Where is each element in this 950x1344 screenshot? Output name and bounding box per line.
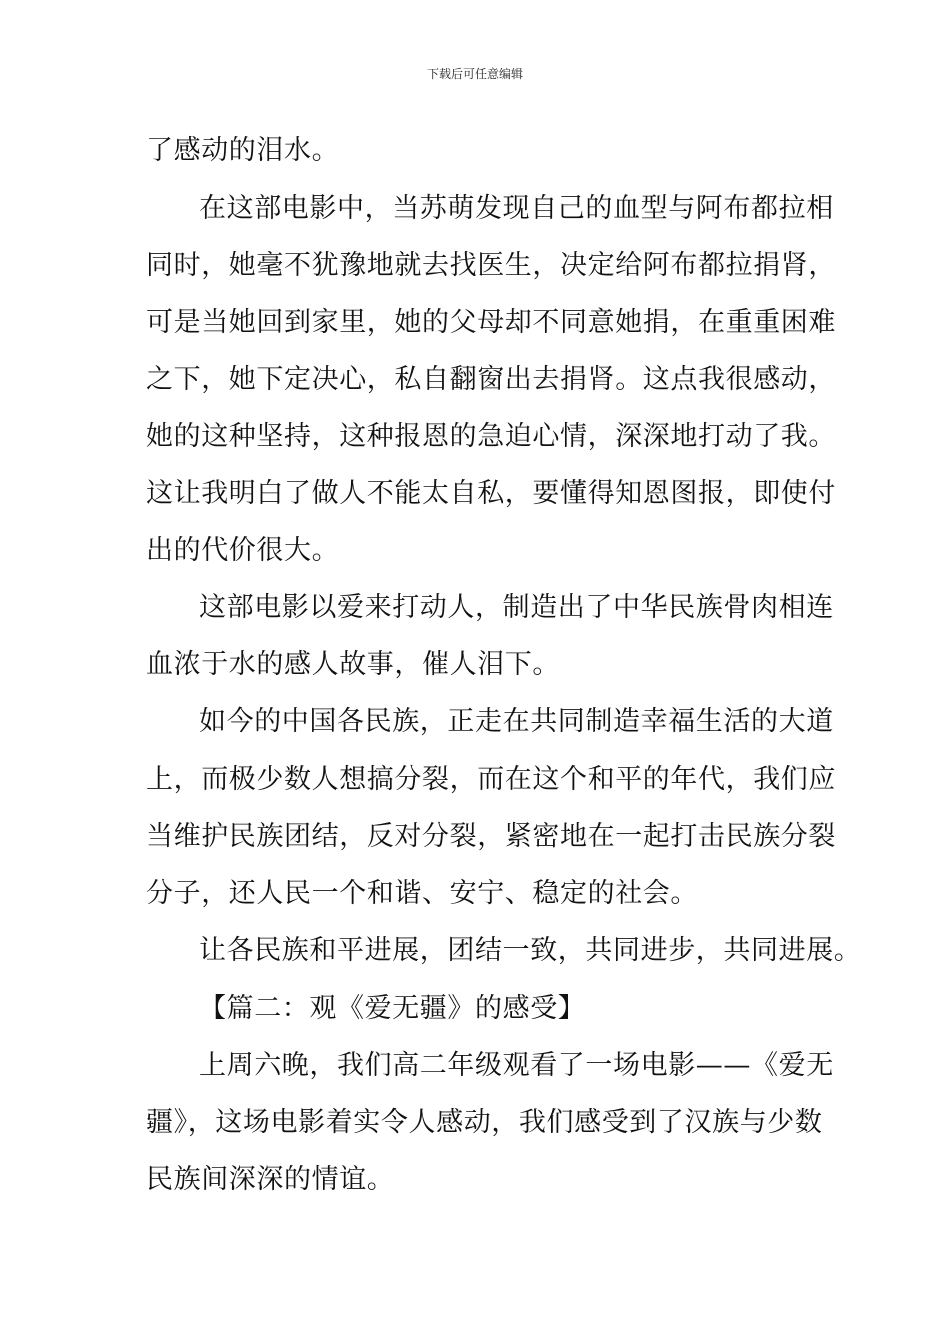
text-line: 分子，还人民一个和谐、安宁、稳定的社会。 xyxy=(146,878,698,909)
page-header: 下载后可任意编辑 xyxy=(426,67,523,81)
text-line: 同时，她毫不犹豫地就去找医生，决定给阿布都拉捐肾， xyxy=(146,250,836,281)
text-line: 上周六晚，我们高二年级观看了一场电影——《爱无 xyxy=(199,1050,834,1081)
text-line: 如今的中国各民族，正走在共同制造幸福生活的大道 xyxy=(199,706,834,737)
text-line: 了感动的泪水。 xyxy=(146,135,340,166)
text-line: 血浓于水的感人故事，催人泪下。 xyxy=(146,649,560,680)
text-line: 民族间深深的情谊。 xyxy=(146,1164,395,1195)
text-line: 疆》，这场电影着实令人感动，我们感受到了汉族与少数 xyxy=(146,1107,823,1138)
text-line: 这部电影以爱来打动人，制造出了中华民族骨肉相连 xyxy=(199,592,834,623)
text-line: 在这部电影中，当苏萌发现自己的血型与阿布都拉相 xyxy=(199,193,834,224)
text-line: 这让我明白了做人不能太自私，要懂得知恩图报，即使付 xyxy=(146,478,836,509)
section-heading: 【篇二：观《爱无疆》的感受】 xyxy=(199,993,586,1024)
text-line: 可是当她回到家里，她的父母却不同意她捐，在重重困难 xyxy=(146,307,836,338)
text-line: 上，而极少数人想搞分裂，而在这个和平的年代，我们应 xyxy=(146,764,836,795)
text-line: 当维护民族团结，反对分裂，紧密地在一起打击民族分裂 xyxy=(146,821,836,852)
text-line: 她的这种坚持，这种报恩的急迫心情，深深地打动了我。 xyxy=(146,421,836,452)
text-line: 让各民族和平进展，团结一致，共同进步，共同进展。 xyxy=(199,935,862,966)
text-line: 出的代价很大。 xyxy=(146,535,340,566)
text-line: 之下，她下定决心，私自翻窗出去捐肾。这点我很感动， xyxy=(146,364,836,395)
